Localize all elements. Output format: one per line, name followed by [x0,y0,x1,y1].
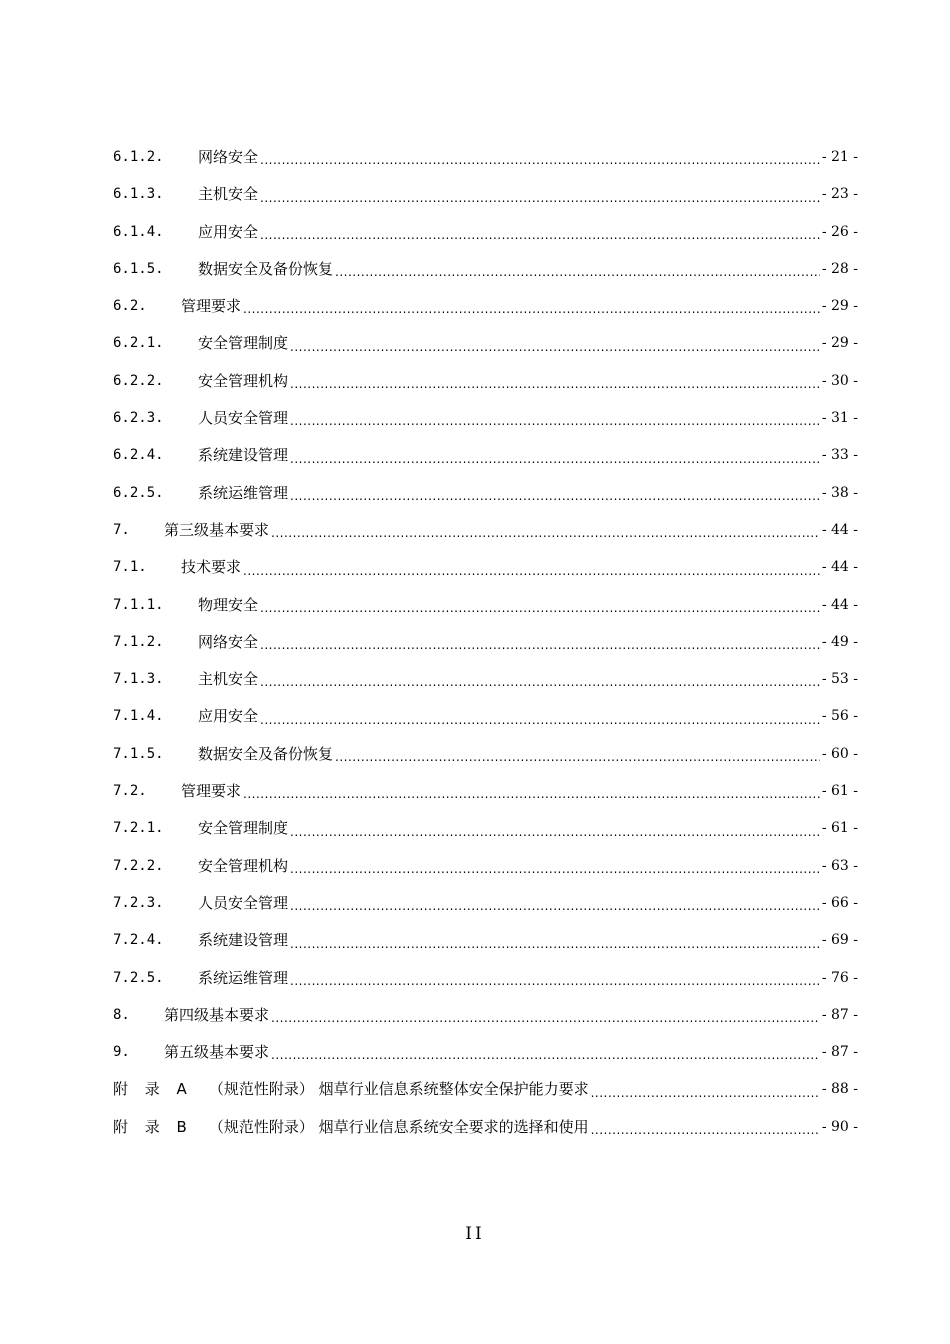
toc-entry-title: 数据安全及备份恢复 [198,259,334,278]
toc-entry-number: 7.2.2. [113,857,164,874]
toc-entry-page: - 61 - [821,783,858,800]
toc-entry[interactable] [113,997,858,1034]
toc-entry[interactable] [113,475,858,512]
toc-entry-page: - 61 - [821,820,858,837]
toc-entry-number: 6.2.3. [113,410,164,427]
toc-dot-leader [290,960,820,997]
toc-entry[interactable] [113,437,858,474]
toc-entry[interactable] [113,512,858,549]
toc-dot-leader [260,661,820,698]
toc-entry-title: 数据安全及备份恢复 [198,744,334,763]
toc-entry-title: 安全管理制度 [198,334,289,353]
toc-entry-number: 7.1.5. [113,745,164,762]
toc-dot-leader [271,997,820,1034]
toc-entry-number: 7.2.5. [113,969,164,986]
toc-entry-number: 6.1.2. [113,149,164,165]
toc-entry[interactable] [113,1109,858,1146]
toc-dot-leader [290,922,820,959]
toc-entry-number: 7.1.2. [113,633,164,650]
toc-entry-title: 安全管理机构 [198,856,289,875]
toc-entry-page: - 33 - [821,447,858,464]
toc-entry[interactable] [113,214,858,251]
toc-entry-title: 安全管理机构 [198,371,289,390]
toc-entry-number: 6.2.2. [113,372,164,389]
toc-entry-number: 6.2. [113,298,147,315]
toc-entry-number: 8. [113,1006,130,1023]
toc-entry-title: 技术要求 [181,558,242,577]
toc-entry[interactable] [113,624,858,661]
toc-entry-title: 管理要求 [181,297,242,316]
toc-dot-leader [335,251,820,288]
toc-dot-leader [271,512,820,549]
toc-dot-leader [290,437,820,474]
toc-dot-leader [290,848,820,885]
toc-entry-number: 7.1. [113,559,147,576]
toc-entry-page: - 31 - [821,410,858,427]
toc-entry[interactable] [113,400,858,437]
toc-entry[interactable] [113,288,858,325]
toc-dot-leader [260,624,820,661]
toc-entry[interactable] [113,176,858,213]
toc-entry-page: - 90 - [821,1118,858,1135]
toc-entry-number: 7.1.1. [113,596,164,613]
toc-dot-leader [260,587,820,624]
toc-entry-title: 人员安全管理 [198,893,289,912]
toc-entry-page: - 26 - [821,223,858,240]
toc-entry[interactable] [113,960,858,997]
toc-entry-page: - 49 - [821,633,858,650]
toc-entry-title: 主机安全 [198,670,259,689]
toc-entry-page: - 30 - [821,372,858,389]
toc-entry-title: （规范性附录） 烟草行业信息系统整体安全保护能力要求 [208,1080,589,1099]
toc-entry-page: - 29 - [821,298,858,315]
toc-entry-number: 6.2.5. [113,484,164,501]
toc-entry-page: - 53 - [821,671,858,688]
toc-entry-page: - 87 - [821,1044,858,1061]
toc-entry[interactable] [113,549,858,586]
toc-entry-page: - 23 - [821,186,858,203]
toc-entry-page: - 29 - [821,335,858,352]
toc-dot-leader [260,176,820,213]
toc-dot-leader [290,475,820,512]
toc-dot-leader [591,1109,820,1146]
toc-entry-page: - 63 - [821,857,858,874]
toc-entry-title: 第三级基本要求 [164,520,270,539]
toc-dot-leader [290,363,820,400]
toc-entry[interactable] [113,363,858,400]
toc-entry-number: 附 录 A [113,1080,193,1099]
toc-entry-page: - 44 - [821,596,858,613]
toc-dot-leader [243,773,820,810]
toc-dot-leader [260,139,820,176]
toc-dot-leader [290,810,820,847]
toc-entry-title: 网络安全 [198,632,259,651]
toc-dot-leader [290,885,820,922]
toc-entry-number: 6.1.5. [113,260,164,277]
toc-entry-title: 系统运维管理 [198,483,289,502]
toc-entry[interactable] [113,922,858,959]
toc-entry-number: 9. [113,1044,130,1061]
toc-entry-title: 管理要求 [181,782,242,801]
toc-entry-title: 网络安全 [198,148,259,166]
toc-dot-leader [271,1034,820,1071]
toc-entry-title: 第五级基本要求 [164,1043,270,1062]
toc-dot-leader [591,1071,820,1108]
toc-entry-number: 7.1.4. [113,708,164,725]
page-number: II [465,1224,485,1244]
toc-entry[interactable] [113,1071,858,1108]
toc-entry[interactable] [113,885,858,922]
toc-entry-number: 7.2.4. [113,932,164,949]
toc-entry-title: 系统运维管理 [198,968,289,987]
toc-entry-number: 6.1.3. [113,186,164,203]
toc-entry-title: 安全管理制度 [198,819,289,838]
toc-entry[interactable] [113,698,858,735]
toc-entry[interactable] [113,587,858,624]
toc-dot-leader [243,288,820,325]
toc-dot-leader [260,698,820,735]
toc-entry-number: 7.2. [113,783,147,800]
table-of-contents [113,139,858,1146]
toc-dot-leader [335,736,820,773]
toc-entry-title: （规范性附录） 烟草行业信息系统安全要求的选择和使用 [208,1117,589,1136]
toc-entry-page: - 44 - [821,521,858,538]
toc-dot-leader [290,325,820,362]
toc-entry-number: 6.1.4. [113,223,164,240]
toc-entry-page: - 69 - [821,932,858,949]
toc-entry-title: 物理安全 [198,595,259,614]
toc-entry-page: - 66 - [821,894,858,911]
toc-entry[interactable] [113,139,858,176]
toc-entry-title: 系统建设管理 [198,931,289,950]
toc-entry-page: - 88 - [821,1081,858,1098]
toc-entry[interactable] [113,661,858,698]
toc-entry-number: 6.2.4. [113,447,164,464]
toc-entry[interactable] [113,736,858,773]
toc-dot-leader [243,549,820,586]
toc-entry-number: 7.2.1. [113,820,164,837]
toc-entry-title: 人员安全管理 [198,409,289,428]
toc-entry-page: - 56 - [821,708,858,725]
toc-entry-number: 7.1.3. [113,671,164,688]
toc-entry-title: 第四级基本要求 [164,1005,270,1024]
toc-entry-number: 7.2.3. [113,894,164,911]
toc-entry[interactable] [113,251,858,288]
toc-entry-title: 应用安全 [198,222,259,241]
toc-entry-page: - 76 - [821,969,858,986]
toc-entry[interactable] [113,1034,858,1071]
toc-entry-page: - 38 - [821,484,858,501]
toc-entry[interactable] [113,848,858,885]
toc-entry-number: 附 录 B [113,1117,193,1136]
toc-entry-page: - 44 - [821,559,858,576]
toc-entry-page: - 21 - [821,149,858,165]
toc-entry[interactable] [113,773,858,810]
toc-entry-title: 主机安全 [198,185,259,204]
toc-entry-page: - 60 - [821,745,858,762]
toc-entry-title: 应用安全 [198,707,259,726]
toc-dot-leader [260,214,820,251]
toc-entry-page: - 87 - [821,1006,858,1023]
toc-entry-number: 7. [113,521,130,538]
toc-entry-title: 系统建设管理 [198,446,289,465]
toc-entry-page: - 28 - [821,260,858,277]
toc-entry-number: 6.2.1. [113,335,164,352]
toc-entry[interactable] [113,810,858,847]
toc-entry[interactable] [113,325,858,362]
toc-dot-leader [290,400,820,437]
